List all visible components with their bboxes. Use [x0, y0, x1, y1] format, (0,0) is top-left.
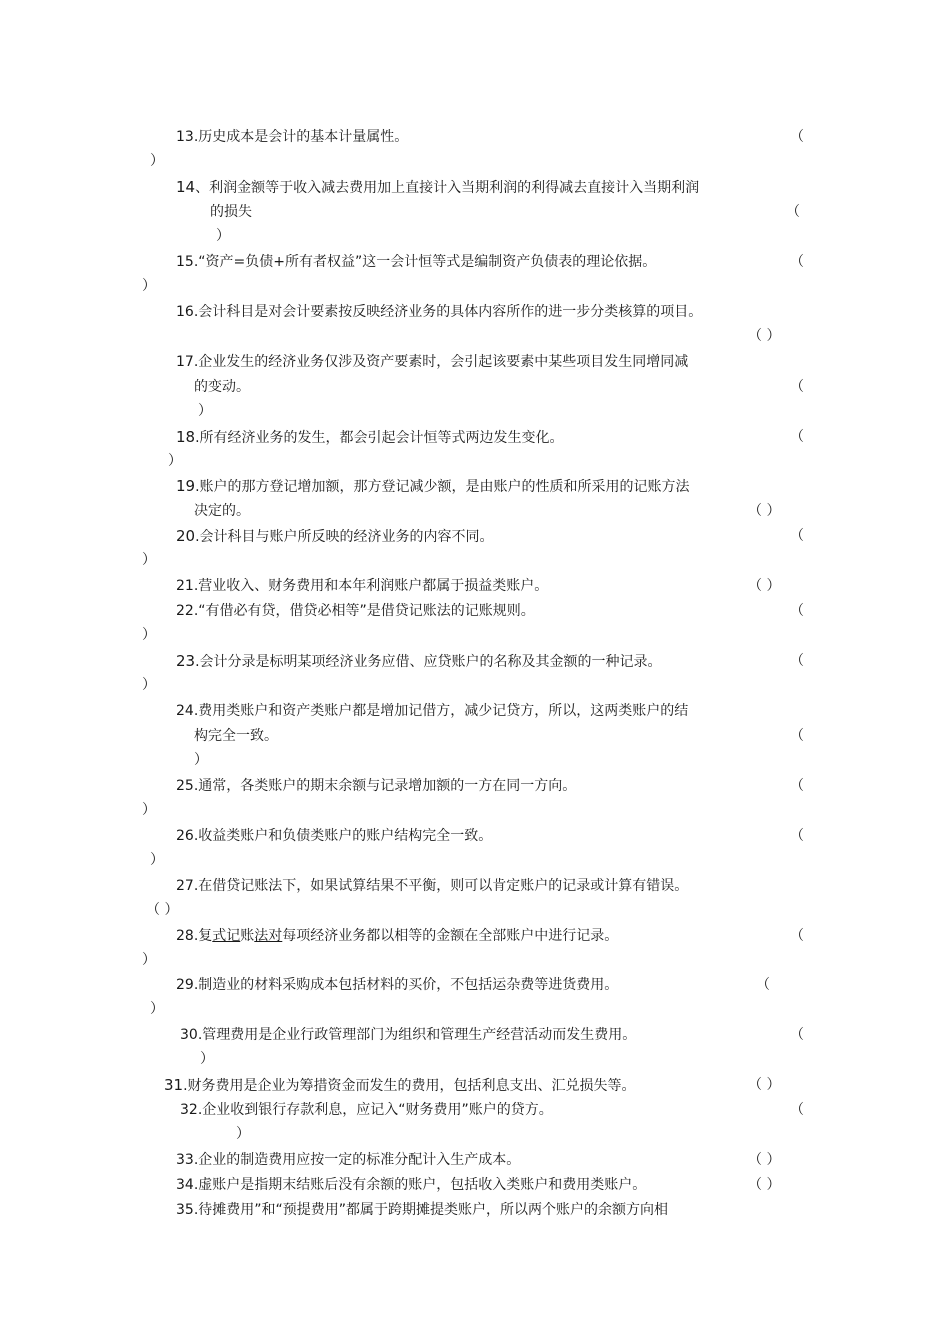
answer-paren-open: （	[790, 429, 804, 445]
answer-paren: （ ）	[748, 578, 781, 594]
question-27: 27.在借贷记账法下，如果试算结果不平衡，则可以肯定账户的记录或计算有错误。	[176, 878, 689, 894]
question-25: 25.通常，各类账户的期末余额与记录增加额的一方在同一方向。	[176, 778, 577, 794]
answer-paren-open: （	[790, 1102, 804, 1118]
answer-paren-open: （	[790, 928, 804, 944]
answer-paren-open: （	[790, 828, 804, 844]
answer-paren-close: ）	[194, 752, 208, 768]
answer-paren-close: ）	[142, 677, 156, 693]
answer-paren-open: （	[790, 129, 804, 145]
question-23: 23.会计分录是标明某项经济业务应借、应贷账户的名称及其金额的一种记录。	[176, 652, 662, 670]
answer-paren-open: （	[790, 254, 804, 270]
answer-paren-close: ）	[142, 802, 156, 818]
question-29: 29.制造业的材料采购成本包括材料的买价，不包括运杂费等进货费用。	[176, 977, 619, 993]
answer-paren-open: （	[790, 778, 804, 794]
answer-paren-close: ）	[150, 153, 164, 169]
answer-paren-close: ）	[200, 1051, 214, 1067]
question-24: 24.费用类账户和资产类账户都是增加记借方，减少记贷方，所以，这两类账户的结	[176, 703, 689, 719]
question-15: 15.“资产=负债+所有者权益”这一会计恒等式是编制资产负债表的理论依据。	[176, 254, 657, 270]
answer-paren: （ ）	[748, 328, 781, 344]
question-13: 13.历史成本是会计的基本计量属性。	[176, 129, 409, 145]
answer-paren-open: （	[790, 379, 804, 395]
question-26: 26.收益类账户和负债类账户的账户结构完全一致。	[176, 828, 493, 844]
answer-paren-close: ）	[142, 952, 156, 968]
answer-paren-close: ）	[150, 852, 164, 868]
answer-paren-open: （	[790, 653, 804, 669]
answer-paren-open: （	[790, 528, 804, 544]
answer-paren-open: （	[786, 204, 800, 220]
question-16: 16.会计科目是对会计要素按反映经济业务的具体内容所作的进一步分类核算的项目。	[176, 304, 703, 320]
answer-paren: （ ）	[748, 1177, 781, 1193]
question-31: 31.财务费用是企业为筹措资金而发生的费用，包括利息支出、汇兑损失等。	[164, 1076, 636, 1094]
answer-paren-close: ）	[142, 627, 156, 643]
answer-paren-open: （	[790, 728, 804, 744]
question-30: 30.管理费用是企业行政管理部门为组织和管理生产经营活动而发生费用。	[180, 1027, 637, 1043]
question-28: 28.复式记账法对每项经济业务都以相等的金额在全部账户中进行记录。	[176, 928, 619, 944]
question-35: 35.待摊费用”和“预提费用”都属于跨期摊提类账户，所以两个账户的余额方向相	[176, 1202, 669, 1218]
answer-paren-close: ）	[198, 403, 212, 419]
answer-paren-open: （	[790, 1027, 804, 1043]
answer-paren-open: （	[756, 977, 770, 993]
question-32: 32.企业收到银行存款利息，应记入“财务费用”账户的贷方。	[180, 1102, 553, 1118]
answer-paren-close: ）	[142, 278, 156, 294]
question-34: 34.虚账户是指期末结账后没有余额的账户，包括收入类账户和费用类账户。	[176, 1177, 647, 1193]
question-22: 22.“有借必有贷，借贷必相等”是借贷记账法的记账规则。	[176, 603, 535, 619]
answer-paren: （ ）	[748, 1152, 781, 1168]
answer-paren-close: ）	[236, 1126, 250, 1142]
question-17: 17.企业发生的经济业务仅涉及资产要素时，会引起该要素中某些项目发生同增同减	[176, 354, 689, 370]
answer-paren-open: （	[790, 603, 804, 619]
question-19: 19.账户的那方登记增加额，那方登记减少额，是由账户的性质和所采用的记账方法	[176, 477, 690, 495]
answer-paren-close: ）	[168, 453, 182, 469]
question-21: 21.营业收入、财务费用和本年利润账户都属于损益类账户。	[176, 578, 549, 594]
question-33: 33.企业的制造费用应按一定的标准分配计入生产成本。	[176, 1152, 521, 1168]
answer-paren-close: ）	[150, 1001, 164, 1017]
question-19-cont: 决定的。	[194, 503, 250, 519]
answer-paren-close: ）	[142, 552, 156, 568]
answer-paren-close: ）	[216, 228, 230, 244]
question-14: 14、利润金额等于收入减去费用加上直接计入当期利润的利得减去直接计入当期利润	[176, 178, 700, 196]
question-14-cont: 的损失	[210, 204, 252, 220]
answer-paren: （ ）	[748, 503, 781, 519]
question-17-cont: 的变动。	[194, 379, 250, 395]
question-24-cont: 构完全一致。	[194, 728, 278, 744]
question-18: 18.所有经济业务的发生，都会引起会计恒等式两边发生变化。	[176, 428, 564, 446]
answer-paren: （ ）	[146, 902, 179, 918]
answer-paren: （ ）	[748, 1077, 781, 1093]
question-20: 20.会计科目与账户所反映的经济业务的内容不同。	[176, 527, 494, 545]
